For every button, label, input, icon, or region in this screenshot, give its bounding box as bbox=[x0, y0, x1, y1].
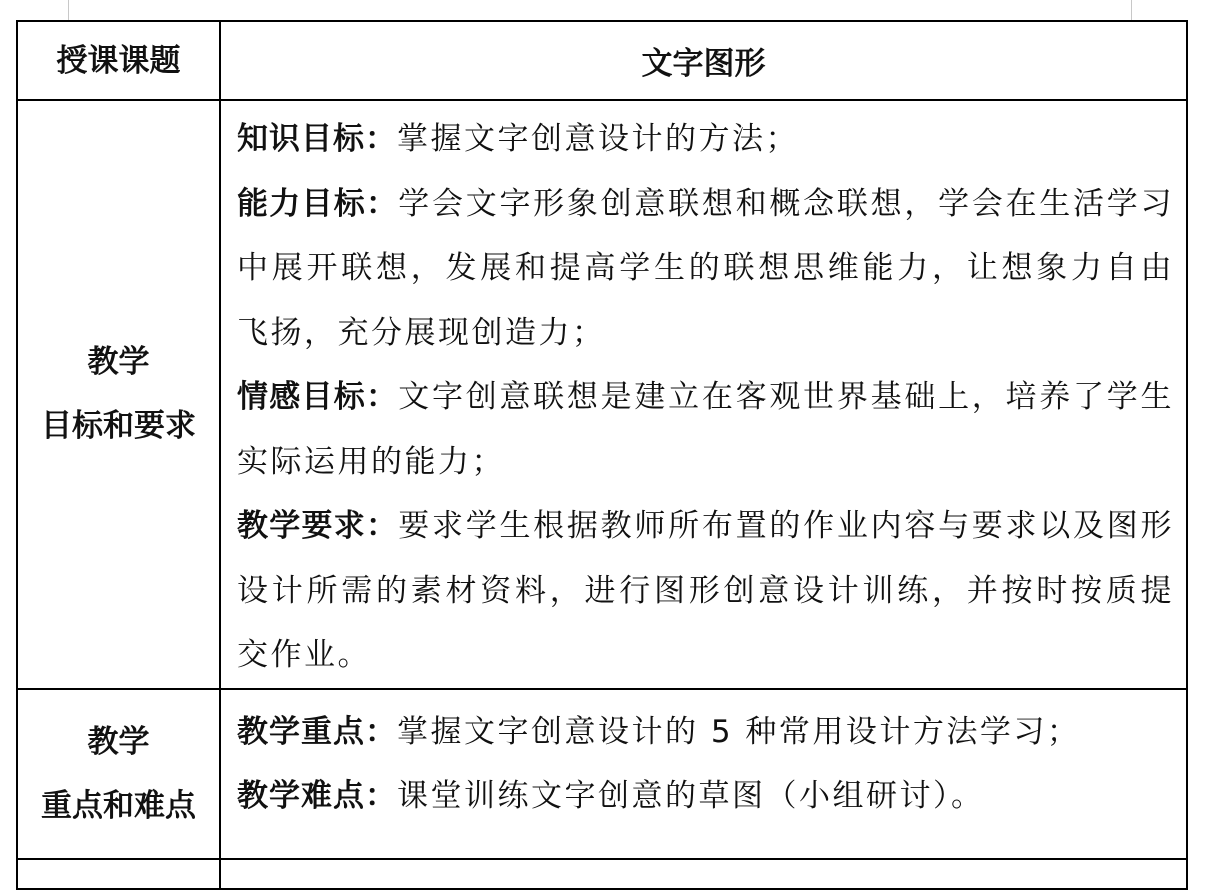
next-row-partial bbox=[17, 859, 1187, 889]
emotion-goal-lead: 情感目标： bbox=[237, 379, 399, 415]
teaching-focus-lead: 教学重点： bbox=[237, 713, 397, 750]
topic-title: 文字图形 bbox=[220, 21, 1187, 100]
key-points-label-line2: 重点和难点 bbox=[41, 787, 196, 824]
ability-goal-text: 学会文字形象创意联想和概念联想，学会在生活学习中展开联想，发展和提高学生的联想思维能力，让想象力自由飞扬，充分展现创造力； bbox=[237, 185, 1175, 351]
key-points-label bbox=[17, 689, 220, 859]
goals-content bbox=[220, 100, 1187, 689]
ability-goal bbox=[237, 172, 1174, 366]
teaching-requirement-lead: 教学要求： bbox=[237, 508, 399, 544]
emotion-goal bbox=[237, 365, 1174, 494]
goals-row bbox=[17, 100, 1187, 689]
teaching-focus bbox=[237, 700, 1174, 765]
emotion-goal-text: 文字创意联想是建立在客观世界基础上，培养了学生实际运用的能力； bbox=[237, 379, 1175, 480]
key-points-row bbox=[17, 689, 1187, 859]
topic-row bbox=[17, 21, 1187, 100]
teaching-difficulty bbox=[237, 764, 1174, 829]
goals-label bbox=[17, 100, 220, 689]
teaching-focus-text: 掌握文字创意设计的 5 种常用设计方法学习； bbox=[397, 713, 1081, 750]
next-row-label-cell bbox=[17, 859, 220, 889]
key-points-label-line1: 教学 bbox=[87, 723, 150, 760]
knowledge-goal-text: 掌握文字创意设计的方法； bbox=[397, 121, 799, 157]
teaching-difficulty-text: 课堂训练文字创意的草图（小组研讨）。 bbox=[397, 778, 985, 814]
goals-label-line1: 教学 bbox=[87, 344, 150, 381]
knowledge-goal-lead: 知识目标： bbox=[237, 121, 397, 157]
knowledge-goal bbox=[237, 107, 1174, 172]
goals-label-line2: 目标和要求 bbox=[41, 408, 196, 445]
teaching-requirement-text: 要求学生根据教师所布置的作业内容与要求以及图形设计所需的素材资料，进行图形创意设计训练，并按时按质提交作业。 bbox=[237, 508, 1175, 673]
key-points-content bbox=[220, 689, 1187, 859]
lesson-plan-table bbox=[16, 20, 1188, 890]
crop-mark-left bbox=[68, 0, 69, 20]
ability-goal-lead: 能力目标： bbox=[237, 185, 399, 222]
teaching-difficulty-lead: 教学难点： bbox=[237, 778, 397, 814]
next-row-content-cell bbox=[220, 859, 1187, 889]
teaching-requirement bbox=[237, 494, 1174, 688]
crop-mark-right bbox=[1131, 0, 1132, 20]
topic-label: 授课课题 bbox=[17, 21, 220, 100]
